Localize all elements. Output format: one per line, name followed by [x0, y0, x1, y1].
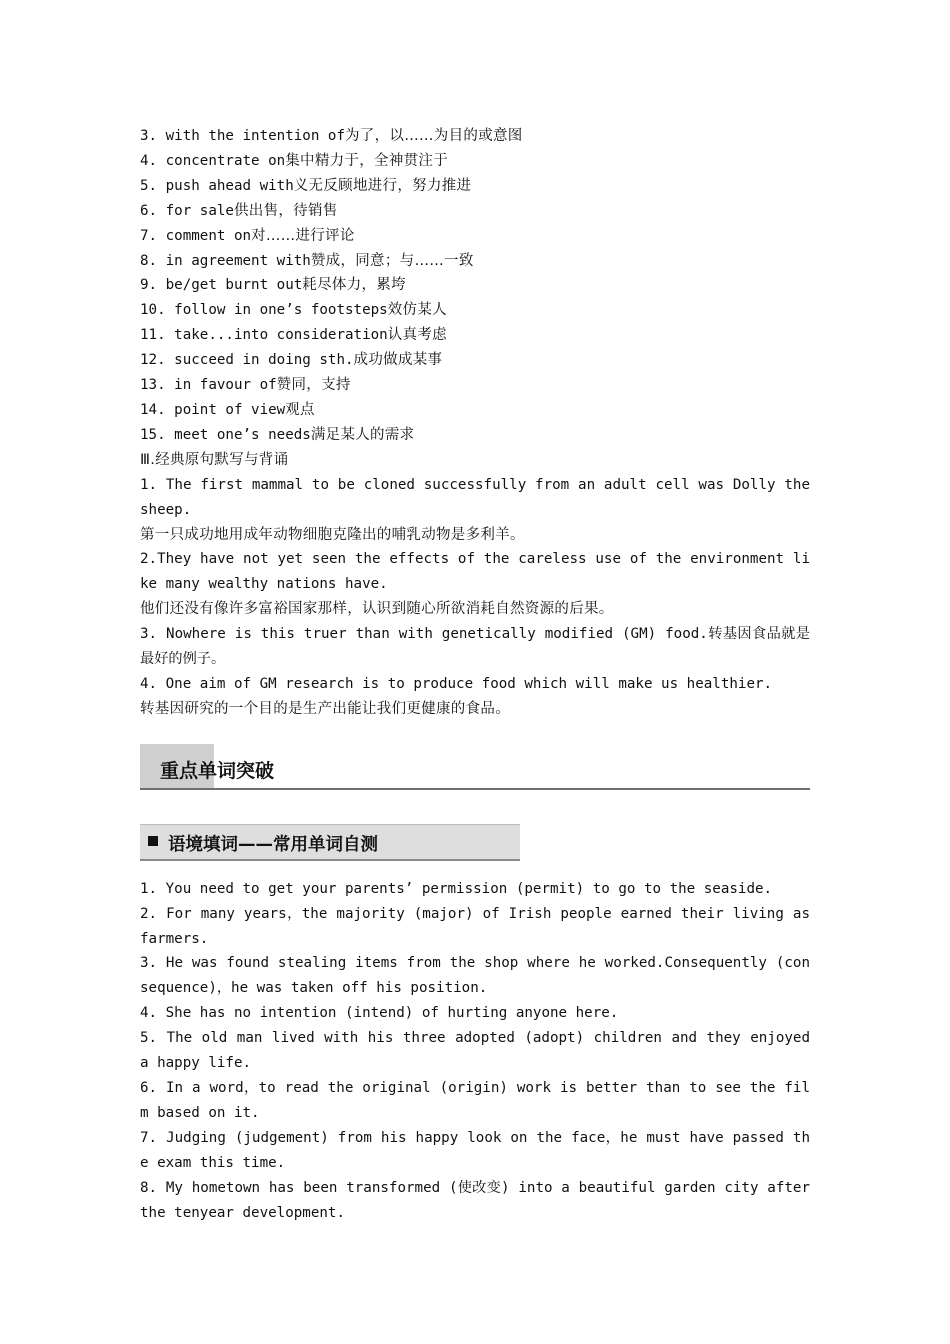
exercise-item: 3. He was found stealing items from the shop where he worked.Consequently (consequence)，he was taken off his position.	[140, 955, 810, 997]
exercise-item: 4. She has no intention (intend) of hurting anyone here.	[140, 1005, 619, 1022]
sub-heading	[140, 824, 520, 861]
section-heading-title: 重点单词突破	[160, 759, 275, 782]
phrase-item: 13. in favour of赞同，支持	[140, 377, 351, 394]
sentence-cn: 他们还没有像许多富裕国家那样，认识到随心所欲消耗自然资源的后果。	[140, 601, 614, 618]
document-page	[140, 124, 819, 1225]
square-bullet-icon	[148, 836, 158, 846]
sentence-cn: 第一只成功地用成年动物细胞克隆出的哺乳动物是多利羊。	[140, 526, 525, 543]
phrase-item: 10. follow in one’s footsteps效仿某人	[140, 302, 447, 319]
phrase-item: 3. with the intention of为了，以……为目的或意图	[140, 128, 523, 144]
sentence-cn: 转基因研究的一个目的是生产出能让我们更健康的食品。	[140, 700, 510, 717]
phrase-item: 9. be/get burnt out耗尽体力，累垮	[140, 277, 406, 294]
exercise-item: 8. My hometown has been transformed (使改变) into a beautiful garden city after the tenyear development.	[140, 1179, 819, 1221]
sentence-en: 1. The first mammal to be cloned successfully from an adult cell was Dolly the sheep.	[140, 476, 819, 518]
phrase-item: 6. for sale供出售，待销售	[140, 202, 338, 219]
exercise-item: 5. The old man lived with his three adopted (adopt) children and they enjoyed a happy life.	[140, 1030, 819, 1072]
phrase-item: 4. concentrate on集中精力于，全神贯注于	[140, 152, 449, 169]
sentence-en: 3. Nowhere is this truer than with genetically modified (GM) food.转基因食品就是最好的例子。	[140, 626, 810, 668]
phrase-item: 15. meet one’s needs满足某人的需求	[140, 426, 415, 443]
phrase-list	[140, 124, 810, 448]
exercise-item: 1. You need to get your parents’ permission (permit) to go to the seaside.	[140, 880, 773, 897]
sentence-en: 2.They have not yet seen the effects of the careless use of the environment like many wealthy nations have.	[140, 551, 810, 593]
sentence-list	[140, 473, 819, 722]
exercise-item: 2. For many years，the majority (major) of Irish people earned their living as farmers.	[140, 905, 819, 947]
sub-heading-title: 语境填词——常用单词自测	[168, 834, 378, 855]
section-heading	[140, 744, 810, 790]
phrase-item: 12. succeed in doing sth.成功做成某事	[140, 352, 443, 369]
phrase-item: 8. in agreement with赞成，同意；与……一致	[140, 252, 474, 269]
exercise-item: 6. In a word，to read the original (origin) work is better than to see the film based on it.	[140, 1080, 810, 1121]
phrase-item: 11. take...into consideration认真考虑	[140, 327, 447, 344]
phrase-item: 14. point of view观点	[140, 401, 315, 418]
exercise-item: 7. Judging (judgement) from his happy look on the face，he must have passed the exam this time.	[140, 1129, 810, 1171]
phrase-item: 5. push ahead with义无反顾地进行，努力推进	[140, 177, 472, 194]
section-3-title: Ⅲ.经典原句默写与背诵	[140, 451, 289, 468]
exercise-list	[140, 877, 819, 1226]
phrase-item: 7. comment on对……进行评论	[140, 227, 355, 244]
sentence-en: 4. One aim of GM research is to produce food which will make us healthier.	[140, 675, 773, 692]
